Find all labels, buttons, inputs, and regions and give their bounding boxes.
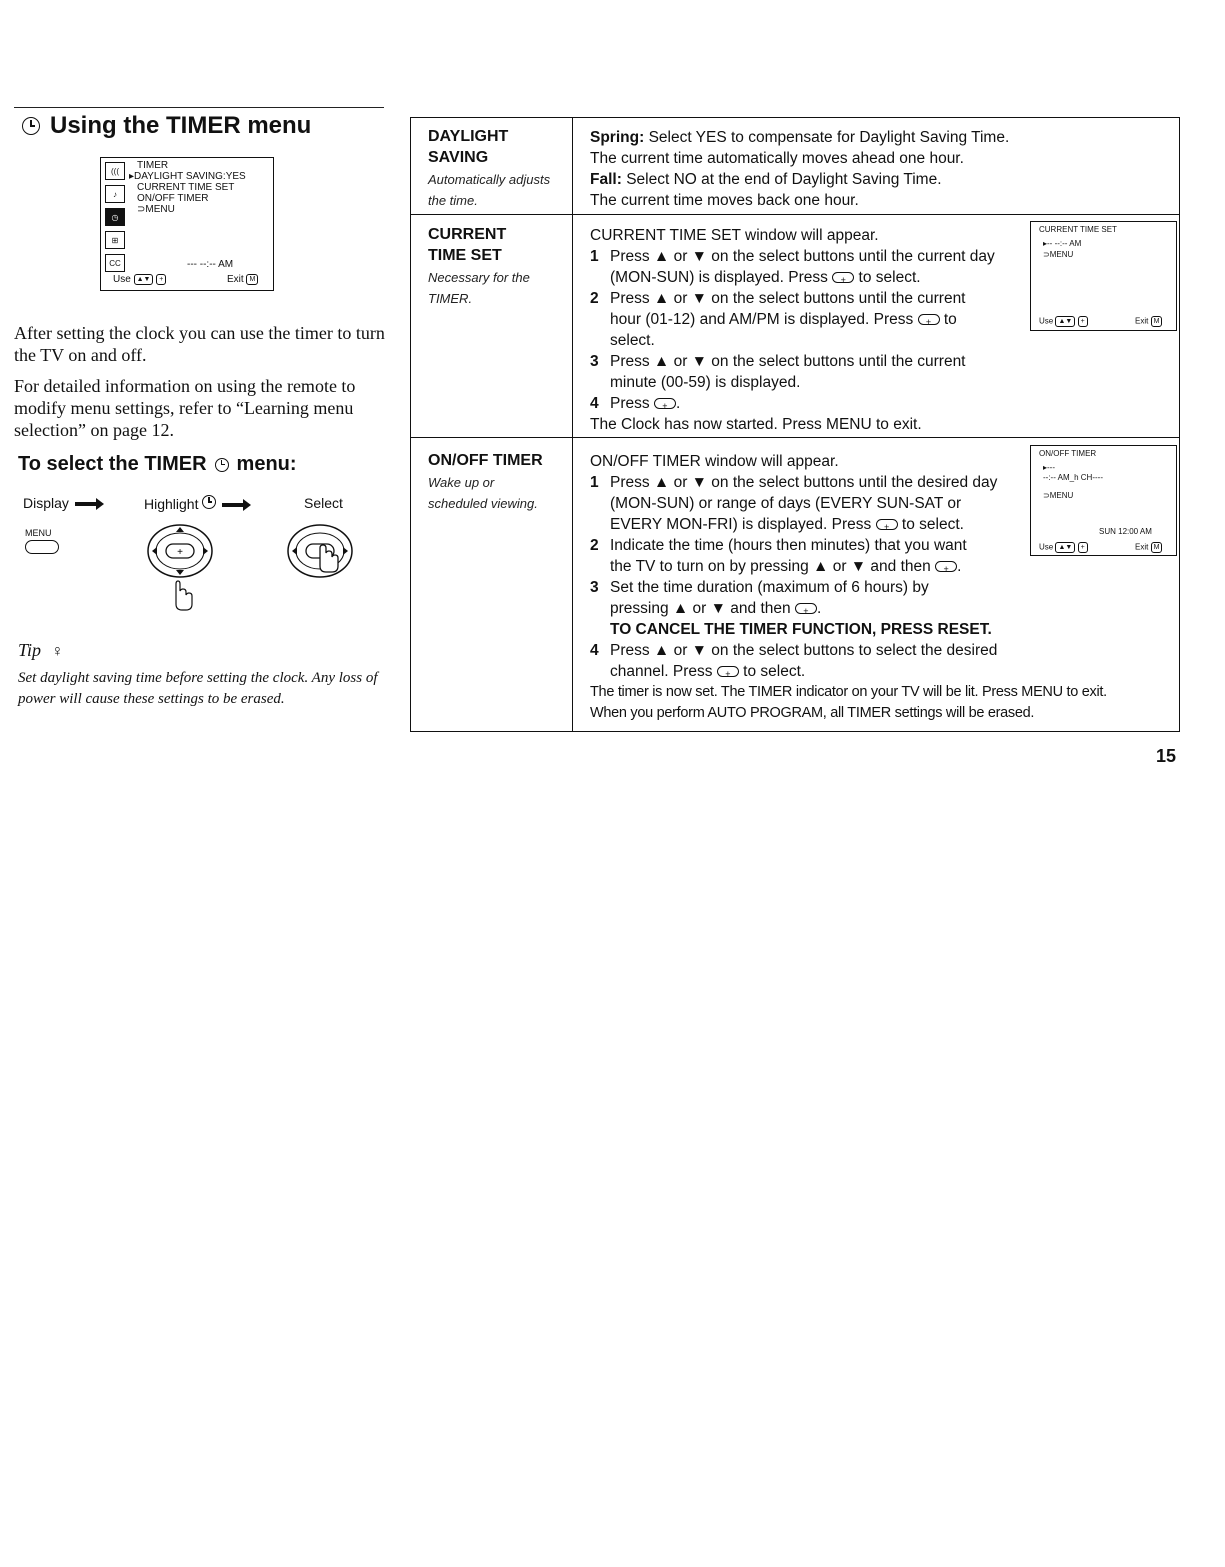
row-daylight-heading <box>428 126 568 168</box>
page-title <box>22 112 311 140</box>
menu-line: ▸DAYLIGHT SAVING:YES <box>129 171 246 182</box>
enter-button-icon <box>717 666 739 677</box>
menu-line: CURRENT TIME SET <box>137 182 235 193</box>
exit-label: Exit <box>1135 316 1149 326</box>
current-step-3: 3 Press ▲ or ▼ on the select buttons until the current minute (00-59) is displayed. <box>590 351 1020 393</box>
step-text: Press <box>610 395 650 412</box>
page-number: 15 <box>1156 746 1177 766</box>
onoff-outro-1: The timer is now set. The TIMER indicator on your TV will be lit. Press MENU to exit. <box>590 684 1107 700</box>
screen-menu: ⊃MENU <box>1043 491 1074 500</box>
arrow-icon <box>222 503 244 507</box>
use-label: Use <box>1039 316 1054 326</box>
step-text: EVERY MON-FRI) is displayed. Press <box>610 516 872 533</box>
row-current-content <box>590 225 1020 435</box>
select-timer-heading <box>18 453 297 476</box>
step-line: the TV to turn on by pressing ▲ or ▼ and then + . <box>610 556 1175 577</box>
audio-icon: ♪ <box>105 185 125 203</box>
screen-menu: ⊃MENU <box>1043 250 1074 259</box>
arrow-icon <box>75 502 97 506</box>
clock-icon <box>215 458 229 472</box>
caption-icon: CC <box>105 254 125 272</box>
onoff-timer-screen <box>1030 445 1177 556</box>
step-line: minute (00-59) is displayed. <box>610 374 801 391</box>
display-label: Display <box>23 495 69 511</box>
menu-button-label: MENU <box>25 528 52 538</box>
spring-text: Select YES to compensate for Daylight Saving Time. <box>648 129 1010 146</box>
step-text: hour (01-12) and AM/PM is displayed. Press <box>610 311 914 328</box>
enter-button-icon <box>935 561 957 572</box>
use-label: Use <box>113 274 131 286</box>
screen-time: ▸-- --:-- AM <box>1043 239 1082 248</box>
menu-time: --- --:-- AM <box>187 259 234 270</box>
row-onoff-heading <box>428 450 568 471</box>
enter-button-icon: + <box>1078 316 1088 327</box>
intro-para-2: For detailed information on using the remote to modify menu settings, refer to “Learning menu selection” on page 12. <box>14 376 356 440</box>
step-text: the TV to turn on by pressing ▲ or ▼ and then <box>610 558 931 575</box>
onoff-intro: ON/OFF TIMER window will appear. <box>590 453 839 470</box>
screen-use-hint <box>1039 316 1088 327</box>
row-onoff-subtitle <box>428 472 568 514</box>
enter-button-icon <box>654 398 676 409</box>
lightbulb-icon: ♀ <box>51 643 64 660</box>
menu-use-hint <box>113 274 166 285</box>
row-heading-line: ON/OFF TIMER <box>428 452 543 469</box>
row-current-subtitle <box>428 267 568 309</box>
current-outro: The Clock has now started. Press MENU to exit. <box>590 416 922 433</box>
onoff-outro-2: When you perform AUTO PROGRAM, all TIMER settings will be erased. <box>590 705 1035 721</box>
screen-time: --:-- AM_h CH---- <box>1043 473 1103 482</box>
step-line <box>610 309 1020 330</box>
screen-exit-hint <box>1135 316 1162 327</box>
title-rule <box>14 107 384 108</box>
spring-label: Spring: <box>590 129 645 146</box>
step-highlight <box>144 495 250 512</box>
row-daylight-subtitle <box>428 169 568 211</box>
row-heading-line: CURRENT <box>428 226 507 243</box>
row-sub-line: TIMER. <box>428 291 473 306</box>
exit-label: Exit <box>227 274 244 286</box>
step-text: to <box>943 311 957 328</box>
intro-para-1: After setting the clock you can use the timer to turn the TV on and off. <box>14 323 385 365</box>
clock-icon <box>202 495 216 509</box>
menu-button-icon: M <box>1151 316 1163 327</box>
step-select: Select <box>304 495 343 511</box>
screen-exit-hint <box>1135 542 1162 553</box>
step-line: Press ▲ or ▼ on the select buttons until the current <box>610 353 966 370</box>
tip-text: Set daylight saving time before setting the clock. Any loss of power will cause these settings to be erased. <box>18 670 378 707</box>
step-line: Press ▲ or ▼ on the select buttons until the current <box>610 290 966 307</box>
step-display <box>23 495 103 511</box>
screen-use-hint <box>1039 542 1088 553</box>
menu-button-icon: M <box>246 274 258 285</box>
tip-heading <box>18 640 64 661</box>
screen-clock: SUN 12:00 AM <box>1099 527 1152 536</box>
row-sub-line: Necessary for the <box>428 270 530 285</box>
highlight-label: Highlight <box>144 496 199 512</box>
enter-button-icon <box>876 519 898 530</box>
step-text: (MON-SUN) is displayed. Press <box>610 269 828 286</box>
step-text: to select. <box>743 663 806 680</box>
timer-icon: ◷ <box>105 208 125 226</box>
step-line: Press + . <box>610 393 1020 414</box>
use-label: Use <box>1039 542 1054 552</box>
svg-text:+: + <box>177 547 183 558</box>
select-heading-prefix: To select the TIMER <box>18 453 207 475</box>
step-line: Press ▲ or ▼ on the select buttons until the current day <box>610 248 995 265</box>
spring-line <box>590 127 1009 148</box>
select-press-diagram <box>280 520 360 590</box>
screen-title: ON/OFF TIMER <box>1039 449 1097 458</box>
row-current-heading <box>428 224 568 266</box>
onoff-step-2: 2 Indicate the time (hours then minutes) that you want the TV to turn on by pressing ▲ or ▼ and then + . <box>590 535 1175 577</box>
timer-menu-screen <box>100 157 274 291</box>
daylight-line-4: The current time moves back one hour. <box>590 192 859 209</box>
step-line: select. <box>610 332 655 349</box>
fall-text: Select NO at the end of Daylight Saving Time. <box>626 171 942 188</box>
onoff-step-3: 3 Set the time duration (maximum of 6 hours) by pressing ▲ or ▼ and then + . TO CANCEL THE TIMER FUNCTION, PRESS RESET. <box>590 577 1175 640</box>
current-step-1: 1 Press ▲ or ▼ on the select buttons until the current day (MON-SUN) is displayed. Press + to select. <box>590 246 1020 288</box>
select-heading-suffix: menu: <box>236 453 297 475</box>
row-sub-line: scheduled viewing. <box>428 496 538 511</box>
video-icon: ((( <box>105 162 125 180</box>
step-line <box>610 267 1020 288</box>
row-daylight-content <box>590 127 1009 211</box>
menu-side-icons <box>105 162 129 277</box>
table-row-divider <box>410 214 1180 215</box>
menu-line: ON/OFF TIMER <box>137 193 209 204</box>
current-intro: CURRENT TIME SET window will appear. <box>590 227 879 244</box>
step-text: to select. <box>901 516 964 533</box>
step-text: to select. <box>858 269 921 286</box>
step-line: pressing ▲ or ▼ and then + . <box>610 598 1175 619</box>
menu-button-icon: M <box>1151 542 1163 553</box>
step-line: Press ▲ or ▼ on the select buttons to select the desired <box>610 642 998 659</box>
updown-button-icon: ▲▼ <box>1055 316 1075 327</box>
table-row-divider <box>410 437 1180 438</box>
row-heading-line: DAYLIGHT <box>428 128 509 145</box>
step-line: Indicate the time (hours then minutes) that you want <box>610 537 967 554</box>
updown-button-icon: ▲▼ <box>134 274 154 285</box>
clock-icon <box>22 117 40 135</box>
row-sub-line: Wake up or <box>428 475 495 490</box>
page-title-text: Using the TIMER menu <box>50 112 312 139</box>
select-pad-diagram <box>140 520 220 616</box>
fall-line <box>590 169 1009 190</box>
enter-button-icon <box>795 603 817 614</box>
row-sub-line: Automatically adjusts <box>428 172 551 187</box>
current-step-4: 4 Press + . <box>590 393 1020 414</box>
screen-day: ▸--- <box>1043 463 1056 472</box>
step-line: (MON-SUN) or range of days (EVERY SUN-SAT or <box>610 495 962 512</box>
current-step-2: 2 Press ▲ or ▼ on the select buttons until the current hour (01-12) and AM/PM is displayed. Press + to select. <box>590 288 1020 351</box>
step-text: pressing ▲ or ▼ and then <box>610 600 791 617</box>
daylight-line-2: The current time automatically moves ahead one hour. <box>590 150 964 167</box>
step-line: Press ▲ or ▼ on the select buttons until the desired day <box>610 474 998 491</box>
menu-exit-hint <box>227 274 258 285</box>
step-line: Set the time duration (maximum of 6 hours) by <box>610 579 929 596</box>
updown-button-icon: ▲▼ <box>1055 542 1075 553</box>
enter-button-icon: + <box>156 274 166 285</box>
enter-button-icon <box>918 314 940 325</box>
cancel-instruction: TO CANCEL THE TIMER FUNCTION, PRESS RESET. <box>610 621 992 638</box>
channel-icon: ⊞ <box>105 231 125 249</box>
menu-button-diagram <box>25 528 59 554</box>
row-heading-line: TIME SET <box>428 247 502 264</box>
enter-button-icon: + <box>1078 542 1088 553</box>
enter-button-icon <box>832 272 854 283</box>
screen-title: CURRENT TIME SET <box>1039 225 1117 234</box>
exit-label: Exit <box>1135 542 1149 552</box>
step-text: channel. Press <box>610 663 713 680</box>
onoff-step-4: 4 Press ▲ or ▼ on the select buttons to select the desired channel. Press + to select. <box>590 640 1175 682</box>
fall-label: Fall: <box>590 171 622 188</box>
tip-label: Tip <box>18 640 42 660</box>
menu-line: TIMER <box>137 160 169 171</box>
row-sub-line: the time. <box>428 193 478 208</box>
row-heading-line: SAVING <box>428 149 489 166</box>
step-line <box>610 661 1175 682</box>
menu-button-shape <box>25 540 59 554</box>
onoff-step-1: 1 Press ▲ or ▼ on the select buttons until the desired day (MON-SUN) or range of days (EVERY SUN-SAT or EVERY MON-FRI) is displayed. Press + to select. <box>590 472 1175 535</box>
menu-line: ⊃MENU <box>137 204 175 215</box>
table-column-divider <box>572 117 573 732</box>
current-time-set-screen <box>1030 221 1177 331</box>
